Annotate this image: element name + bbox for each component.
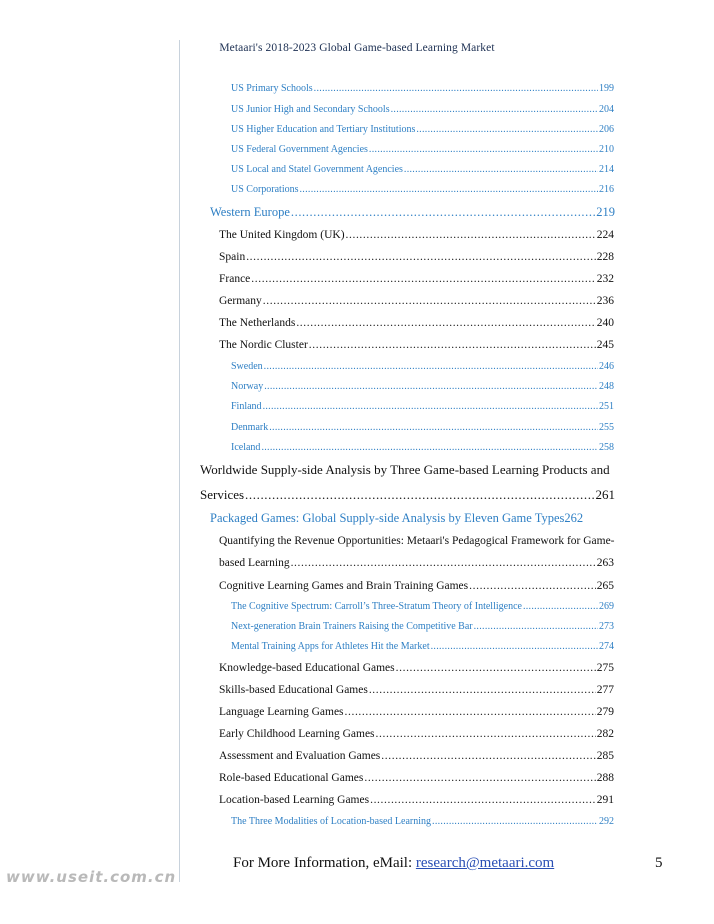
watermark: www.useit.com.cn [6, 868, 177, 886]
toc-entry-germany[interactable]: Germany ..... 236 [219, 295, 614, 307]
toc-entry-uk[interactable]: The United Kingdom (UK) ..... 224 [219, 229, 614, 241]
page-number: 5 [655, 855, 663, 871]
toc-entry-us-primary[interactable]: US Primary Schools ..... 199 [231, 83, 614, 94]
toc-entry-worldwide-line1[interactable]: Worldwide Supply-side Analysis by Three Game-based Learning Products and [200, 462, 610, 477]
running-header: Metaari's 2018-2023 Global Game-based Learning Market [219, 42, 495, 54]
toc-entry-iceland[interactable]: Iceland ..... 258 [231, 442, 614, 453]
toc-entry-assessment[interactable]: Assessment and Evaluation Games ..... 285 [219, 750, 614, 762]
toc-entry-brain-trainers[interactable]: Next-generation Brain Trainers Raising the Competitive Bar ..... 273 [231, 621, 614, 632]
toc-entry-quantifying-line1[interactable]: Quantifying the Revenue Opportunities: Metaari's Pedagogical Framework for Game- [219, 535, 615, 547]
toc-entry-early-childhood[interactable]: Early Childhood Learning Games ..... 282 [219, 728, 614, 740]
toc-entry-netherlands[interactable]: The Netherlands ..... 240 [219, 317, 614, 329]
toc-entry-cognitive-spectrum[interactable]: The Cognitive Spectrum: Carroll’s Three-Stratum Theory of Intelligence ..... 269 [231, 601, 614, 612]
toc-entry-denmark[interactable]: Denmark ..... 255 [231, 422, 614, 433]
toc-entry-us-federal[interactable]: US Federal Government Agencies ..... 210 [231, 144, 614, 155]
toc-entry-sweden[interactable]: Sweden ..... 246 [231, 361, 614, 372]
toc-entry-mental-training[interactable]: Mental Training Apps for Athletes Hit the Market ..... 274 [231, 641, 614, 652]
toc-entry-us-corporations[interactable]: US Corporations ..... 216 [231, 184, 614, 195]
toc-entry-france[interactable]: France ..... 232 [219, 273, 614, 285]
toc-entry-worldwide[interactable]: Services ..... 261 [200, 487, 615, 503]
toc-entry-knowledge-based[interactable]: Knowledge-based Educational Games ..... 275 [219, 662, 614, 674]
footer-email-link[interactable]: research@metaari.com [415, 855, 555, 871]
toc-entry-packaged-games[interactable]: Packaged Games: Global Supply-side Analysis by Eleven Game Types262 [210, 511, 584, 525]
toc-entry-cognitive[interactable]: Cognitive Learning Games and Brain Training Games ..... 265 [219, 580, 614, 592]
footer-contact [233, 855, 554, 872]
footer-text: For More Information, eMail: [233, 855, 416, 871]
toc-entry-skills-based[interactable]: Skills-based Educational Games ..... 277 [219, 684, 614, 696]
toc-entry-nordic-cluster[interactable]: The Nordic Cluster ..... 245 [219, 339, 614, 351]
toc-entry-quantifying[interactable]: based Learning ..... 263 [219, 557, 614, 569]
toc-entry-location-based[interactable]: Location-based Learning Games ..... 291 [219, 794, 614, 806]
toc-entry-role-based[interactable]: Role-based Educational Games ..... 288 [219, 772, 614, 784]
toc-entry-language-learning[interactable]: Language Learning Games ..... 279 [219, 706, 614, 718]
toc-entry-three-modalities[interactable]: The Three Modalities of Location-based Learning ..... 292 [231, 816, 614, 827]
toc-entry-us-higher-ed[interactable]: US Higher Education and Tertiary Institutions ..... 206 [231, 124, 614, 135]
toc-entry-spain[interactable]: Spain ..... 228 [219, 251, 614, 263]
toc-entry-us-junior-high[interactable]: US Junior High and Secondary Schools ..... 204 [231, 104, 614, 115]
toc-entry-western-europe[interactable]: Western Europe ..... 219 [210, 205, 615, 220]
toc-entry-norway[interactable]: Norway ..... 248 [231, 381, 614, 392]
toc-entry-us-local-state[interactable]: US Local and Statel Government Agencies ..... 214 [231, 164, 614, 175]
toc-entry-finland[interactable]: Finland ..... 251 [231, 401, 614, 412]
